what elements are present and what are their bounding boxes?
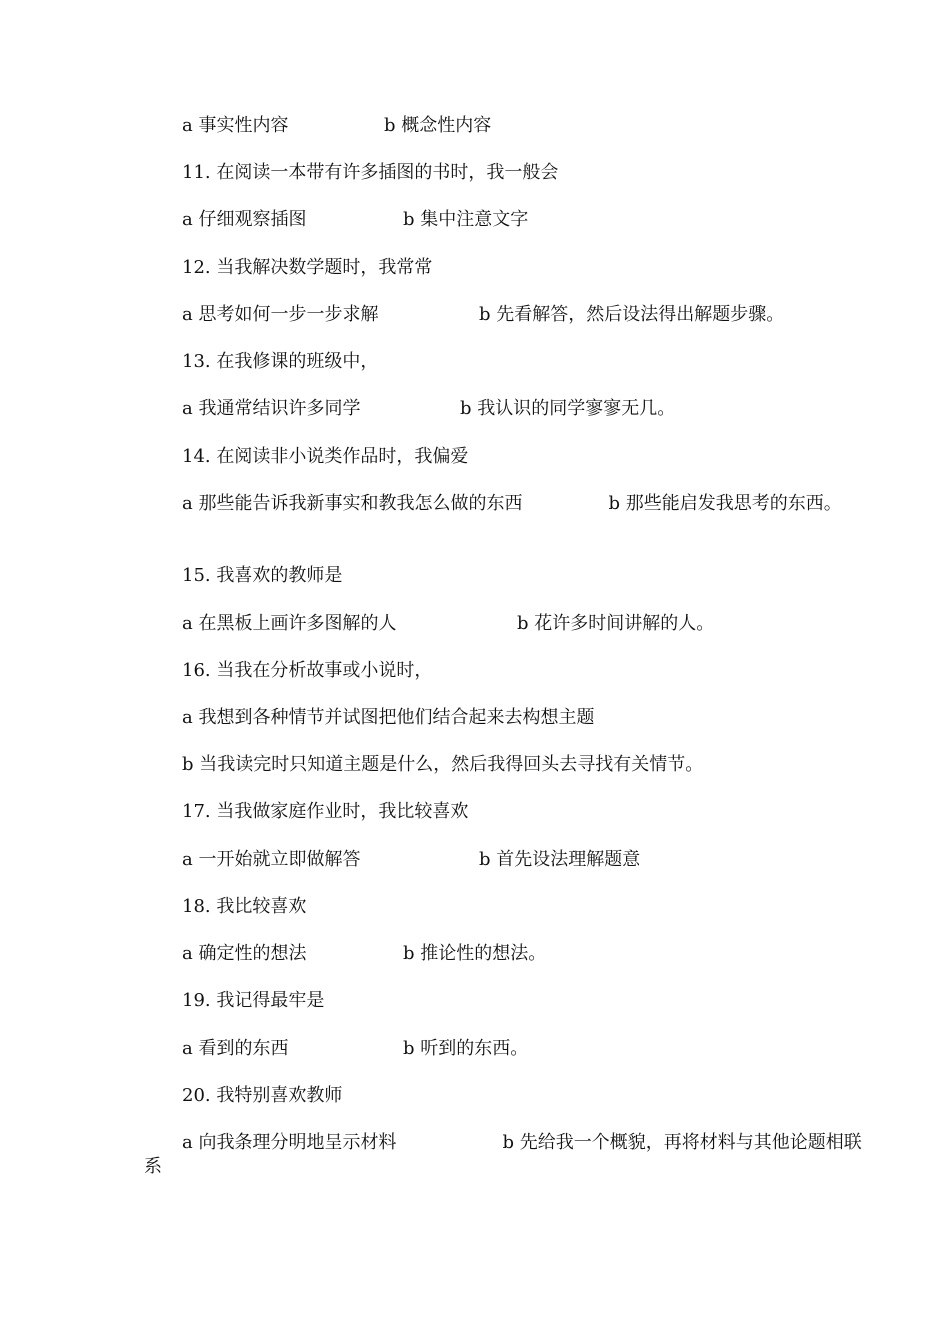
option-a: a 仔细观察插图 [182,209,307,230]
option-a: a 那些能告诉我新事实和教我怎么做的东西 [182,493,523,514]
option-b: b 先给我一个概貌，再将材料与其他论题相联系 [144,1132,862,1177]
option-b: b 花许多时间讲解的人。 [517,613,715,634]
option-row-19 [144,1037,866,1061]
option-row-10 [144,114,866,138]
option-b: b 集中注意文字 [403,209,529,230]
option-a: a 思考如何一步一步求解 [182,304,379,325]
question-16: 16. 当我在分析故事或小说时， [182,660,433,681]
option-b: b 我认识的同学寥寥无几。 [460,398,676,419]
option-b: b 推论性的想法。 [403,943,547,964]
option-a: a 确定性的想法 [182,943,307,964]
option-a-16: a 我想到各种情节并试图把他们结合起来去构想主题 [182,707,595,728]
option-a: a 一开始就立即做解答 [182,849,361,870]
question-17: 17. 当我做家庭作业时，我比较喜欢 [182,801,469,822]
option-b: b 概念性内容 [384,115,492,136]
option-b: b 首先设法理解题意 [479,849,641,870]
option-row-17 [144,848,866,872]
option-a: a 在黑板上画许多图解的人 [182,613,397,634]
option-b-16: b 当我读完时只知道主题是什么，然后我得回头去寻找有关情节。 [182,754,704,775]
question-11: 11. 在阅读一本带有许多插图的书时，我一般会 [182,162,559,183]
question-15: 15. 我喜欢的教师是 [182,565,343,586]
question-13: 13. 在我修课的班级中， [182,351,379,372]
option-b: b 那些能启发我思考的东西。 [608,493,842,514]
option-row-20 [144,1131,866,1179]
option-row-15 [144,612,866,636]
option-a: a 事实性内容 [182,115,289,136]
question-20: 20. 我特别喜欢教师 [182,1085,343,1106]
question-19: 19. 我记得最牢是 [182,990,325,1011]
option-a: a 看到的东西 [182,1038,289,1059]
option-row-18 [144,942,866,966]
option-a: a 向我条理分明地呈示材料 [182,1132,397,1153]
option-row-14 [144,492,864,516]
option-row-13 [144,397,866,421]
question-12: 12. 当我解决数学题时，我常常 [182,257,433,278]
option-b: b 听到的东西。 [403,1038,529,1059]
question-18: 18. 我比较喜欢 [182,896,307,917]
option-row-12 [144,303,866,327]
question-14: 14. 在阅读非小说类作品时，我偏爱 [182,446,469,467]
option-a: a 我通常结识许多同学 [182,398,361,419]
option-b: b 先看解答，然后设法得出解题步骤。 [479,304,785,325]
option-row-11 [144,208,866,232]
